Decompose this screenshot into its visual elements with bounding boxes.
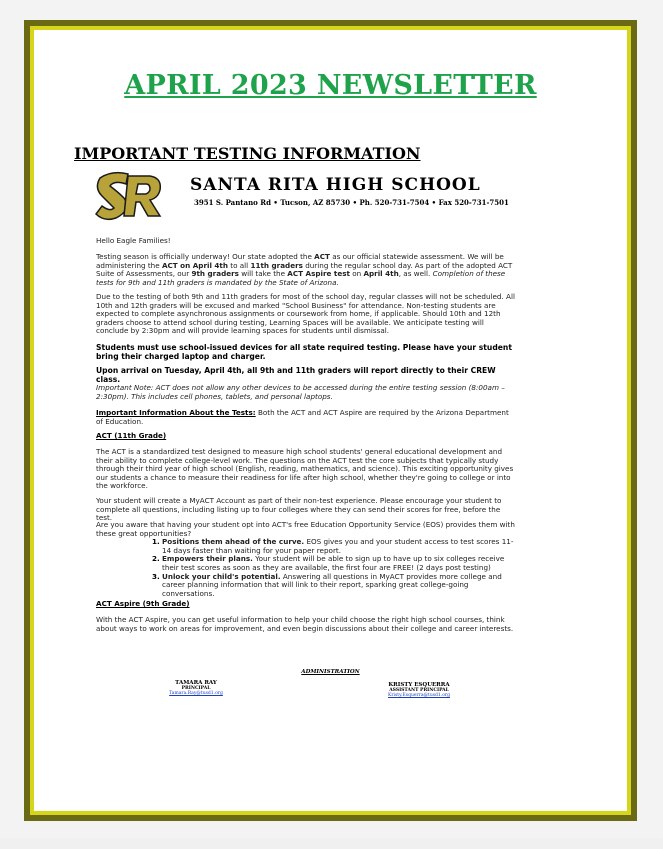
paragraph-myact xyxy=(96,497,516,523)
p1-text-g: , as well. xyxy=(398,269,433,279)
list-number: 3. xyxy=(152,571,160,581)
assistant-principal-signature xyxy=(349,682,489,698)
p1-aspire: ACT Aspire test xyxy=(287,269,350,279)
administration-heading: ADMINISTRATION xyxy=(301,669,360,675)
paragraph-testing-schedule xyxy=(96,293,516,336)
p1-april4: April 4th xyxy=(363,269,399,279)
list-item-bold: Empowers their plans. xyxy=(162,554,253,564)
aspire-heading-text: ACT Aspire (9th Grade) xyxy=(96,599,190,608)
list-item-text: Answering all questions in MyACT provides more college and career planning information that will link to their report, sparking great college-going conversations. xyxy=(162,571,502,598)
p3-text: Students must use school-issued devices for all state required testing. Please have your student bring their charged laptop and charger. xyxy=(96,343,512,361)
principal-email-link[interactable]: Tamara.Ray@tusd1.org xyxy=(169,691,223,696)
principal-role: PRINCIPAL xyxy=(181,686,211,691)
p4-note: Important Note: ACT does not allow any other devices to be accessed during the entire testing session (8:00am – 2:30pm). This includes cell phones, tablets, and personal laptops. xyxy=(96,383,505,401)
p1-grade11: 11th graders xyxy=(250,260,303,270)
p1-text-f: on xyxy=(349,269,364,279)
list-item-text: EOS gives you and your student access to test scores 11-14 days faster than waiting for your paper report. xyxy=(162,537,514,555)
act-p1: The ACT is a standardized test designed to measure high school students' general educational development and their ability to complete college-level work. The questions on the ACT test the core subjects that typically study through their third year of high school (English, reading, mathematics, and science). This exciting opportunity gives our students a chance to measure their readiness for life after high school, whether they're going to college or into the workforce. xyxy=(96,447,514,491)
principal-signature xyxy=(126,680,266,696)
p5-heading: Important Information About the Tests: xyxy=(96,408,256,417)
list-item xyxy=(96,555,516,572)
assistant-principal-role: ASSISTANT PRINCIPAL xyxy=(389,688,449,693)
p1-act: ACT xyxy=(314,252,330,261)
act-p3: Are you aware that having your student opt into ACT's free Education Opportunity Service (EOS) provides them with these great opportunities? xyxy=(96,520,515,538)
p5-text: Both the ACT and ACT Aspire are required by the Arizona Department of Education. xyxy=(96,408,509,426)
p1-text-c: to all xyxy=(227,260,251,270)
p1-text-e: will take the xyxy=(238,269,288,279)
principal-name: TAMARA RAY xyxy=(175,680,217,686)
assistant-principal-email-link[interactable]: Kristy.Esquerra@tusd1.org xyxy=(388,693,450,698)
paragraph-arrival xyxy=(96,366,516,401)
p1-text-a: Testing season is officially underway! Our state adopted the xyxy=(96,252,315,261)
list-item xyxy=(96,573,516,599)
paragraph-aspire xyxy=(96,616,516,633)
act-heading-text: ACT (11th Grade) xyxy=(96,431,167,440)
p1-text-b: as our official statewide assessment. We will be administering the xyxy=(96,252,504,270)
list-item-bold: Unlock your child's potential. xyxy=(162,571,281,581)
paragraph-act-description xyxy=(96,448,516,491)
aspire-heading xyxy=(96,600,516,609)
list-item xyxy=(96,538,516,555)
list-number: 1. xyxy=(152,537,160,547)
p1-act-april: ACT on April 4th xyxy=(161,260,228,270)
list-number: 2. xyxy=(152,554,160,564)
paragraph-devices xyxy=(96,343,516,361)
school-name: SANTA RITA HIGH SCHOOL xyxy=(190,175,481,195)
p1-grade9: 9th graders xyxy=(191,269,239,279)
school-address: 3951 S. Pantano Rd • Tucson, AZ 85730 • Ph. 520-731-7504 • Fax 520-731-7501 xyxy=(194,198,509,207)
newsletter-page xyxy=(34,30,627,811)
p4-bold: Upon arrival on Tuesday, April 4th, all 9th and 11th graders will report directly to their CREW class. xyxy=(96,366,496,384)
list-item-text: Your student will be able to sign up to have up to six colleges receive their test scores as soon as they are available, the first four are FREE! (2 days post testing) xyxy=(162,554,505,572)
p2-text: Due to the testing of both 9th and 11th graders for most of the school day, regular classes will not be scheduled. All 10th and 12th graders will be excused and marked "School Business" for attendance. Non-testing students are expected to complete asynchronous assignments or coursework from home, if applicable. Should 10th and 12th graders choose to attend school during testing, Learning Spaces will be available. We anticipate testing will conclude by 2:30pm and will provide learning spaces for students until dismissal. xyxy=(96,292,515,336)
assistant-principal-name: KRISTY ESQUERRA xyxy=(388,682,450,688)
newsletter-title: APRIL 2023 NEWSLETTER xyxy=(124,70,537,101)
paragraph-test-info xyxy=(96,409,516,426)
school-logo xyxy=(94,170,164,222)
p1-text-d: during the regular school day. As part of the adopted ACT Suite of Assessments, our xyxy=(96,260,513,279)
paragraph-intro xyxy=(96,253,516,287)
aspire-text: With the ACT Aspire, you can get useful information to help your child choose the right high school courses, think about ways to work on areas for improvement, and even begin discussions about their college and career interests. xyxy=(96,615,514,633)
greeting-text: Hello Eagle Families! xyxy=(96,236,171,245)
greeting xyxy=(96,237,516,246)
act-p2: Your student will create a MyACT Account as part of their non-test experience. Please encourage your student to complete all questions, including listing up to four colleges where they can send their scores for free, before the test. xyxy=(96,496,502,523)
p1-italic: Completion of these tests for 9th and 11th graders is mandated by the State of Arizona. xyxy=(96,269,506,287)
next-page-edge xyxy=(0,838,663,849)
list-item-bold: Positions them ahead of the curve. xyxy=(162,537,305,547)
section-heading: IMPORTANT TESTING INFORMATION xyxy=(74,144,421,163)
eos-benefits-list xyxy=(96,538,516,598)
paragraph-eos xyxy=(96,521,516,598)
act-heading xyxy=(96,432,516,441)
